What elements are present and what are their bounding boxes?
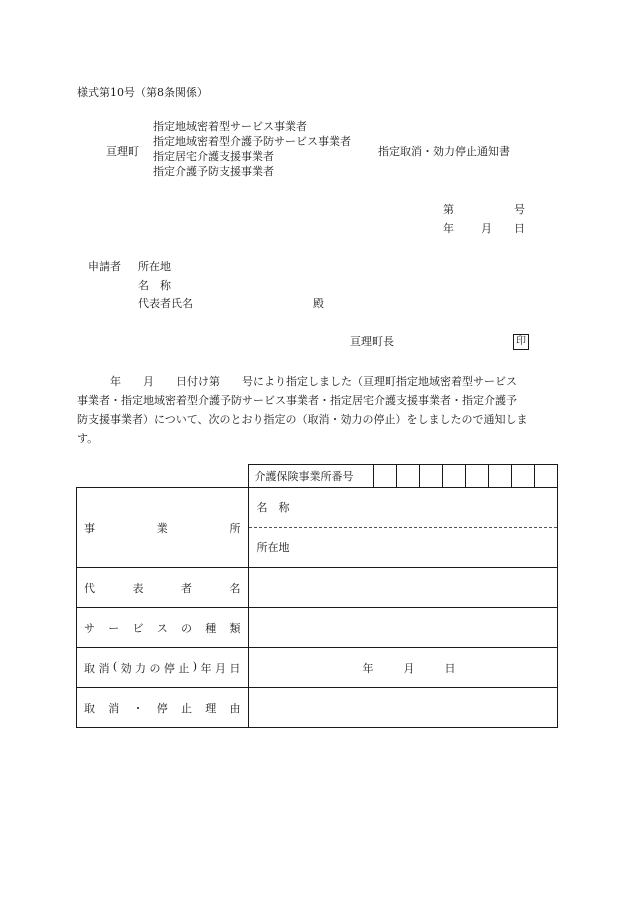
cancel-date-year: 年 xyxy=(362,661,374,675)
doc-date-year: 年 xyxy=(443,222,454,235)
issuer-name: 亘理町長 xyxy=(350,335,394,348)
honorific: 殿 xyxy=(313,297,324,310)
town-name: 亘理町 xyxy=(106,145,139,158)
cancel-date-day: 日 xyxy=(444,661,456,675)
cancel-date-month: 月 xyxy=(403,661,415,675)
office-number-digit[interactable] xyxy=(511,465,534,488)
reason-label: 取 消 ・ 停 止 理 由 xyxy=(77,688,249,728)
office-number-digit[interactable] xyxy=(488,465,511,488)
body-line: 防支援事業者）について、次のとおり指定の（取消・効力の停止）をしましたので通知しま xyxy=(77,413,528,426)
info-table xyxy=(76,464,558,728)
provider-type-item: 指定介護予防支援事業者 xyxy=(153,165,274,178)
provider-type-item: 指定地域密着型サービス事業者 xyxy=(153,120,307,133)
form-number: 様式第10号（第8条関係） xyxy=(77,86,208,99)
provider-type-item: 指定居宅介護支援事業者 xyxy=(153,150,274,163)
body-line: す。 xyxy=(77,432,99,445)
office-number-digit[interactable] xyxy=(534,465,557,488)
body-line: 事業者・指定地域密着型介護予防サービス事業者・指定居宅介護支援事業者・指定介護予 xyxy=(77,394,517,407)
doc-date-month: 月 xyxy=(481,222,492,235)
office-info-cell xyxy=(248,488,557,568)
office-number-digit[interactable] xyxy=(419,465,442,488)
office-number-label: 介護保険事業所番号 xyxy=(248,465,373,488)
seal-mark: 印 xyxy=(513,334,529,350)
doc-number-go: 号 xyxy=(514,203,525,216)
document-title: 指定取消・効力停止通知書 xyxy=(378,145,510,158)
applicant-rep-label: 代表者氏名 xyxy=(138,297,193,310)
doc-date-day: 日 xyxy=(514,222,525,235)
rep-value-cell[interactable] xyxy=(248,568,557,608)
office-number-digit[interactable] xyxy=(373,465,396,488)
service-type-value-cell[interactable] xyxy=(248,608,557,648)
office-name-label[interactable]: 名 称 xyxy=(249,488,557,528)
office-number-digit[interactable] xyxy=(442,465,465,488)
office-address-label[interactable]: 所在地 xyxy=(256,541,290,554)
service-type-label: サ ー ビ ス の 種 類 xyxy=(77,608,249,648)
applicant-label: 申請者 xyxy=(88,260,121,273)
office-number-digit[interactable] xyxy=(465,465,488,488)
cancel-date-label: 取 消 ( 効 力 の 停 止 ) 年 月 日 xyxy=(77,648,249,688)
provider-types xyxy=(153,119,351,179)
rep-label: 代 表 者 名 xyxy=(77,568,249,608)
reason-value-cell[interactable] xyxy=(248,688,557,728)
office-label: 事 業 所 xyxy=(77,488,249,568)
applicant-address-label: 所在地 xyxy=(138,260,171,273)
provider-type-item: 指定地域密着型介護予防サービス事業者 xyxy=(153,135,351,148)
applicant-name-label: 名 称 xyxy=(138,279,171,292)
notice-body xyxy=(77,372,555,448)
office-number-digit[interactable] xyxy=(396,465,419,488)
cancel-date-value-cell[interactable] xyxy=(248,648,557,688)
body-line: 年 月 日付け第 号により指定しました（亘理町指定地域密着型サービス xyxy=(77,375,517,388)
doc-number-dai: 第 xyxy=(443,203,454,216)
